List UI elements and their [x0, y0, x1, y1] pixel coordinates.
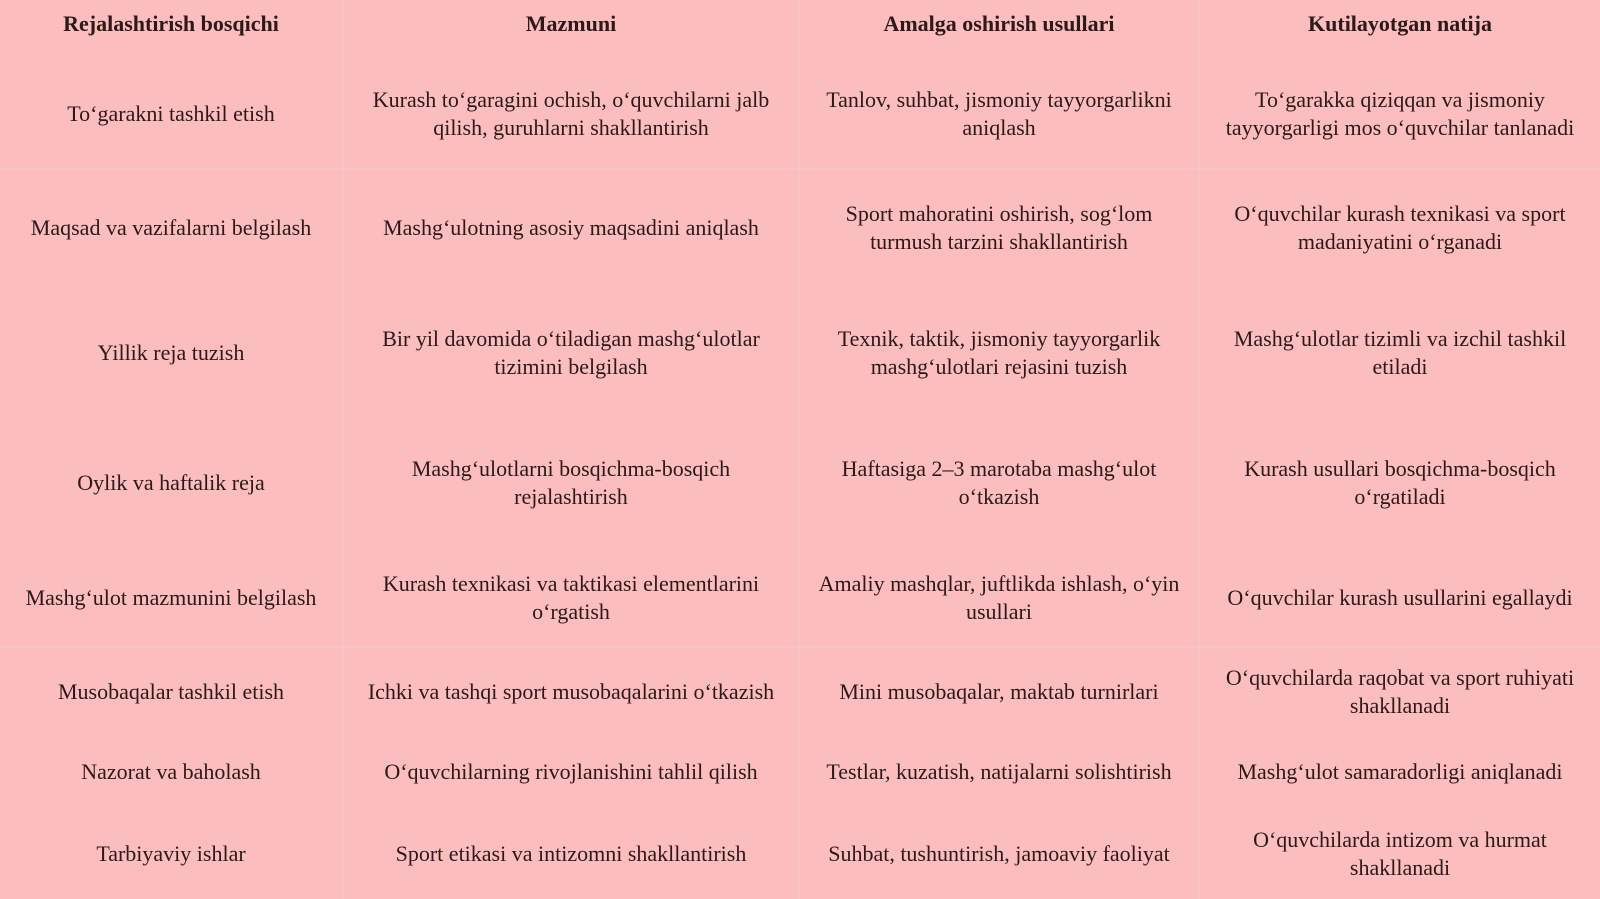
- cell-content: Mashg‘ulotlarni bosqichma-bosqich rejalashtirish: [343, 418, 799, 549]
- header-result: Kutilayotgan natija: [1199, 0, 1600, 60]
- cell-methods: Texnik, taktik, jismoniy tayyorgarlik mashg‘ulotlari rejasini tuzish: [799, 287, 1199, 418]
- cell-content: Sport etikasi va intizomni shakllantirish: [343, 808, 799, 899]
- table-row: [0, 808, 1600, 899]
- cell-methods: Haftasiga 2–3 marotaba mashg‘ulot o‘tkazish: [799, 418, 1199, 549]
- cell-stage: Musobaqalar tashkil etish: [0, 647, 343, 736]
- cell-content: O‘quvchilarning rivojlanishini tahlil qilish: [343, 736, 799, 808]
- table-row: [0, 169, 1600, 288]
- cell-result: Mashg‘ulot samaradorligi aniqlanadi: [1199, 736, 1600, 808]
- cell-methods: Amaliy mashqlar, juftlikda ishlash, o‘yin usullari: [799, 549, 1199, 648]
- cell-stage: Yillik reja tuzish: [97, 339, 245, 365]
- cell-result: Kurash usullari bosqichma-bosqich o‘rgatiladi: [1199, 418, 1600, 549]
- table-row: [0, 736, 1600, 808]
- cell-stage: Maqsad va vazifalarni belgilash: [0, 169, 343, 288]
- cell-result: O‘quvchilarda intizom va hurmat shakllanadi: [1199, 808, 1600, 899]
- header-stage: Rejalashtirish bosqichi: [63, 11, 279, 36]
- cell-content: Bir yil davomida o‘tiladigan mashg‘ulotlar tizimini belgilash: [343, 287, 799, 418]
- cell-methods: Sport mahoratini oshirish, sog‘lom turmush tarzini shakllantirish: [799, 169, 1199, 288]
- table-row: [0, 418, 1600, 549]
- cell-result: O‘quvchilarda raqobat va sport ruhiyati shakllanadi: [1199, 647, 1600, 736]
- cell-result: O‘quvchilar kurash usullarini egallaydi: [1199, 549, 1600, 648]
- cell-result: Mashg‘ulotlar tizimli va izchil tashkil etiladi: [1199, 287, 1600, 418]
- cell-result: O‘quvchilar kurash texnikasi va sport madaniyatini o‘rganadi: [1199, 169, 1600, 288]
- cell-methods: Tanlov, suhbat, jismoniy tayyorgarlikni aniqlash: [799, 60, 1199, 169]
- cell-stage: Tarbiyaviy ishlar: [96, 840, 246, 866]
- cell-methods: Suhbat, tushuntirish, jamoaviy faoliyat: [799, 808, 1199, 899]
- cell-content: Ichki va tashqi sport musobaqalarini o‘tkazish: [343, 647, 799, 736]
- cell-methods: Testlar, kuzatish, natijalarni solishtirish: [799, 736, 1199, 808]
- cell-content: Kurash to‘garagini ochish, o‘quvchilarni jalb qilish, guruhlarni shakllantirish: [343, 60, 799, 169]
- cell-methods: Mini musobaqalar, maktab turnirlari: [799, 647, 1199, 736]
- cell-content: Kurash texnikasi va taktikasi elementlarini o‘rgatish: [343, 549, 799, 648]
- header-row: [0, 0, 1600, 60]
- header-methods: Amalga oshirish usullari: [799, 0, 1199, 60]
- cell-result: To‘garakka qiziqqan va jismoniy tayyorgarligi mos o‘quvchilar tanlanadi: [1199, 60, 1600, 169]
- cell-stage: To‘garakni tashkil etish: [67, 100, 275, 126]
- table-row: [0, 549, 1600, 648]
- header-content: Mazmuni: [343, 0, 799, 60]
- cell-stage: Oylik va haftalik reja: [77, 470, 265, 496]
- cell-content: Mashg‘ulotning asosiy maqsadini aniqlash: [343, 169, 799, 288]
- table-row: [0, 647, 1600, 736]
- cell-stage: Mashg‘ulot mazmunini belgilash: [25, 584, 317, 610]
- cell-stage: Nazorat va baholash: [81, 759, 261, 785]
- table-row: [0, 287, 1600, 418]
- table-row: [0, 60, 1600, 169]
